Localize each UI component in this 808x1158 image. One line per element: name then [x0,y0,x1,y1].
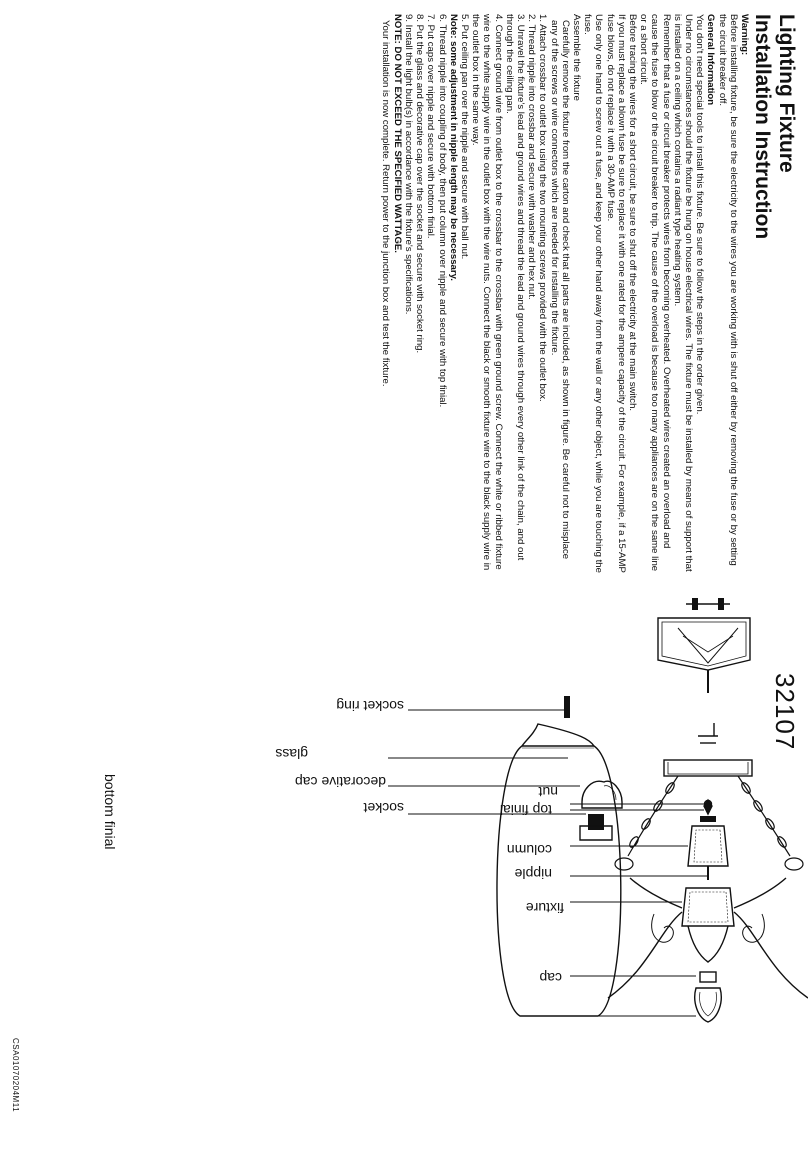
step-6: 6. Thread nipple into coupling of body, then put column over nipple and secure with top finial. [436,14,448,408]
step-7: 7. Put caps over nipple and secure with bottom finial. [425,14,437,239]
general-body-3: Remember that a fuse or circuit breaker protects wires from becoming overheated. Overheated wires created an overload and cause the fuse to blow or the circuit breaker to trip. The cause of the overload is because too many appliances are on the same line or a short circuit. [638,14,672,572]
canopy-drawing [658,598,750,693]
label-nipple: nipple [514,866,552,882]
general-body-5: If you must replace a blown fuse be sure to replace it with one rated for the ampere capacity of the circuit. For example, if a 15-AMP fuse blows, do not replace it with a 30-AMP fuse. [604,14,627,573]
step-1: 1. Attach crossbar to outlet box using the two mounting screws provided with the outlet box. [537,14,549,402]
general-body-1: You don't need special tools to install this fixture. Be sure to follow the steps in the order given. [694,14,706,415]
document-code: CSA01070204M11 [11,1038,20,1113]
closing-text: Your installation is now complete. Return power to the junction box and test the fixture. [380,20,392,387]
ceiling-pan-drawing [664,723,752,808]
step-3: 3. Unravel the fixture's lead and ground wires and thread the lead and ground wires through every other link of the chain, and out through the ceiling pan. [503,14,526,561]
step-9: 9. Install the light bulb(s) in accordance with the fixture's specifications. [402,14,414,315]
general-heading: General Information [705,14,717,106]
label-socket-ring: socket ring [336,698,404,714]
label-nut: nut [538,784,558,800]
bottom-finial-drawing [695,972,722,1022]
document-subtitle: Installation Instruction [751,14,774,240]
assemble-heading: Assemble the fixture [570,14,582,101]
step-2: 2. Thread nipple into crossbar and secure with washer and hex nut. [526,14,538,300]
label-top-finial: top finial [499,802,552,818]
instruction-text [380,14,798,574]
step-4: 4. Connect ground wire from outlet box to the crossbar to the crossbar with green ground screw. Connect the white or ribbed fixture wire to the white supply wire in the outlet box with the wire nuts. Connect the black or smooth fixture wire to the black supply wire in the outlet box in the same way. [470,14,504,571]
body-drawing [608,878,808,998]
document-title: Lighting Fixture [775,14,798,173]
label-cap: cap [539,970,562,986]
chain-drawing [615,776,803,870]
step-9-note: NOTE: DO NOT EXCEED THE SPECIFIED WATTAGE. [391,14,403,253]
warning-heading: Warning: [739,14,750,56]
general-body-6: Use only one hand to screw out a fuse, and keep your other hand away from the wall or any other object, while you are touching the fuse. [582,14,605,573]
label-decorative-cap: decorative cap [294,774,386,790]
label-bottom-finial: bottom finial [102,774,118,850]
column-drawing [688,800,728,880]
label-glass: glass [275,746,308,762]
model-number: 32107 [770,673,800,751]
label-column: column [506,842,552,858]
general-body-4: Before tracing the wires for a short circuit, be sure to shut off the electricity at the main switch. [626,14,638,412]
exploded-diagram [0,578,808,1158]
assemble-body: Carefully remove the fixture from the carton and check that all parts are included, as shown in figure. Be careful not to misplace any of the screws or wire connectors which are needed for installing the fixture. [548,20,571,560]
general-body-2: Under no circumstances should the fixture be hung on house electrical wires. The fixture must be installed by means of support that is installed on a ceiling which contains a radiant type heating system. [671,14,694,572]
step-5-note: Note: some adjustment in nipple length may be necessary. [447,14,459,281]
label-fixture: fixture [525,900,564,916]
warning-body: Before installing fixture, be sure the electricity to the wires you are working with is shut off either by removing the fuse or by setting the circuit breaker off. [716,14,739,566]
step-8: 8. Put the glass and decorative cap over the socket and secure with socket ring. [414,14,426,354]
label-socket: socket [363,800,404,816]
socket-ring-drawing [564,696,570,718]
step-5: 5. Put ceiling pan over the nipple and secure with ball nut. [458,14,470,260]
fixture-drawing [0,578,808,1158]
